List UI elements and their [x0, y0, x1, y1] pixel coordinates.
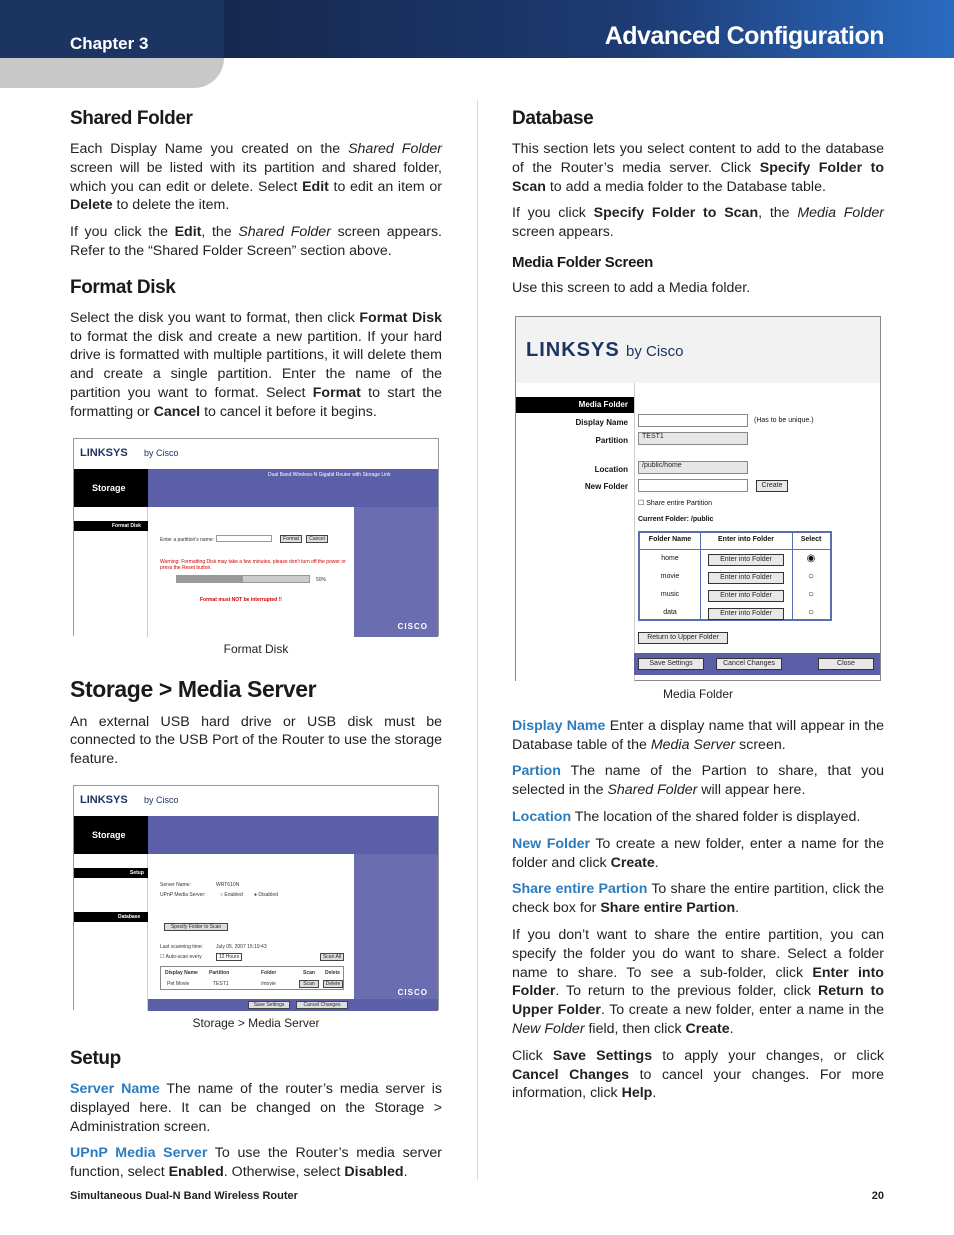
cisco-suffix: by Cisco: [144, 794, 179, 805]
mf-col-enter: Enter into Folder: [718, 535, 774, 543]
partition-name-label: Enter a partition's name:: [160, 536, 215, 543]
shot-sidebar-top: [74, 816, 148, 854]
mf-table-rule: [640, 549, 830, 550]
mf-sidebar: [516, 383, 634, 682]
database-p2: If you click Specify Folder to Scan, the Media Folder screen appears.: [512, 205, 884, 241]
upnp-disabled-radio[interactable]: ● Disabled: [254, 891, 278, 898]
product-name: Dual Band Wireless-N Gigabit Router with Storage Link: [268, 471, 391, 478]
progress-bar-fill: [177, 576, 243, 582]
shared-folder-heading: Shared Folder: [70, 108, 193, 129]
sidebar-database: Database: [118, 913, 141, 920]
new-folder-def: New Folder To create a new folder, enter a name for the folder and click Create.: [512, 835, 884, 871]
row-scan-button[interactable]: Scan: [299, 980, 319, 988]
mf-create-button[interactable]: Create: [756, 480, 788, 492]
cisco-suffix: by Cisco: [626, 342, 684, 360]
row-display-name: Pet Movie: [167, 980, 190, 987]
server-name-def: Server Name The name of the router’s media server is displayed here. It can be changed on the Storage > Administration screen.: [70, 1080, 442, 1135]
column-divider: [477, 100, 478, 1180]
shot-footer-bar: [148, 999, 438, 1011]
progress-percent: 50%: [316, 576, 327, 583]
sidebar-setup: Setup: [130, 869, 144, 876]
sidebar-item-format-disk: Format Disk: [112, 522, 141, 529]
last-scan-label: Last scanning time:: [160, 943, 204, 950]
media-folder-heading: Media Folder Screen: [512, 253, 654, 271]
database-table: [160, 966, 344, 990]
mf-separator: [634, 383, 635, 682]
right-column: [512, 108, 884, 1111]
media-server-screenshot: [73, 785, 439, 1010]
mf-close-button[interactable]: Close: [818, 658, 874, 670]
shot-sidebar: [74, 854, 148, 1011]
cancel-changes-button[interactable]: Cancel Changes: [296, 1001, 348, 1009]
footer-product: Simultaneous Dual-N Band Wireless Router: [70, 1190, 298, 1202]
save-settings-button[interactable]: Save Settings: [248, 1001, 290, 1009]
media-folder-intro: Use this screen to add a Media folder.: [512, 279, 751, 296]
location-def: Location The location of the shared folder is displayed.: [512, 808, 861, 825]
mf-new-folder-label: New Folder: [584, 481, 628, 491]
mf-return-button[interactable]: Return to Upper Folder: [638, 632, 728, 644]
storage-label: Storage: [92, 829, 126, 840]
mf-save-button[interactable]: Save Settings: [638, 658, 704, 670]
mf-cancel-button[interactable]: Cancel Changes: [716, 658, 782, 670]
mf-partition-label: Partition: [595, 435, 628, 445]
mf-location-field: /public/home: [638, 461, 748, 474]
storage-label: Storage: [92, 482, 126, 493]
left-column: [70, 108, 442, 1190]
row-delete-button[interactable]: Delete: [323, 980, 343, 988]
upnp-enabled-radio[interactable]: ○ Enabled: [220, 891, 243, 898]
cisco-logo: CISCO: [397, 621, 428, 631]
mf-partition-field: TEST1: [638, 432, 748, 445]
partition-name-input[interactable]: [216, 535, 272, 542]
cisco-logo: CISCO: [397, 987, 428, 997]
col-delete: Delete: [325, 969, 341, 976]
last-scan-value: July 05, 2007 15:19:43: [216, 943, 267, 950]
mf-row-home: home: [661, 554, 679, 562]
upnp-label: UPnP Media Server:: [160, 891, 206, 898]
format-button[interactable]: Format: [280, 535, 302, 543]
col-scan: Scan: [303, 969, 315, 976]
cancel-button[interactable]: Cancel: [306, 535, 328, 543]
page-title: Advanced Configuration: [604, 22, 884, 50]
shot-nav: [148, 816, 438, 854]
mf-row-movie: movie: [660, 572, 680, 580]
mf-enter-button-music[interactable]: Enter into Folder: [708, 590, 784, 602]
mf-row-data: data: [663, 608, 677, 616]
shot-header: [74, 439, 438, 469]
shot-nav: [148, 469, 438, 507]
shot-content: [148, 854, 354, 1011]
mf-location-label: Location: [594, 464, 628, 474]
progress-bar: [176, 575, 310, 583]
shot-sidebar: [74, 507, 148, 637]
linksys-logo: LINKSYS: [80, 446, 128, 459]
mf-folder-table: [638, 531, 832, 621]
mf-current-folder: Current Folder: /public: [638, 515, 714, 523]
linksys-logo: LINKSYS: [526, 338, 620, 361]
media-server-p1: An external USB hard drive or USB disk must be connected to the USB Port of the Router to use the storage feature.: [70, 713, 442, 768]
setup-heading: Setup: [70, 1047, 121, 1069]
auto-scan-checkbox[interactable]: ☐ Auto-scan every: [160, 953, 202, 960]
page-number: 20: [871, 1190, 884, 1202]
mf-col-folder: Folder Name: [648, 535, 692, 543]
server-name-value: WRT610N: [216, 881, 240, 888]
display-name-def: Display Name Enter a display name that will appear in the Database table of the Media Server screen.: [512, 717, 884, 753]
row-folder: /movie: [261, 980, 276, 987]
media-folder-screenshot: [515, 316, 881, 681]
row-partition: TEST1: [213, 980, 229, 987]
shot-header: [516, 317, 880, 383]
mf-sidebar-title: Media Folder: [578, 399, 628, 409]
mf-select-radio-movie[interactable]: ○: [807, 570, 815, 582]
shot-help-panel: [354, 854, 438, 999]
upnp-def: UPnP Media Server To use the Router’s media server function, select Enabled. Otherwise, select Disabled.: [70, 1145, 442, 1181]
database-heading: Database: [512, 108, 594, 129]
mf-enter-button-home[interactable]: Enter into Folder: [708, 554, 784, 566]
specify-folder-button[interactable]: Specify Folder to Scan: [164, 923, 228, 931]
page-header: [0, 0, 954, 88]
mf-share-checkbox[interactable]: ☐ Share entire Partition: [638, 499, 712, 507]
scan-all-button[interactable]: Scan All: [320, 953, 344, 961]
format-disk-screenshot: [73, 438, 439, 636]
media-server-caption: Storage > Media Server: [192, 1015, 320, 1030]
mf-enter-button-data[interactable]: Enter into Folder: [708, 608, 784, 620]
chapter-label: Chapter 3: [70, 34, 149, 53]
cisco-suffix: by Cisco: [144, 447, 179, 458]
mf-select-radio-music[interactable]: ○: [807, 588, 815, 600]
server-name-label: Server Name:: [160, 881, 191, 888]
partition-def: Partion The name of the Partion to share, that you selected in the Shared Folder will appear here.: [512, 763, 884, 799]
mf-display-name-input[interactable]: [638, 414, 748, 427]
shot-sidebar-top: [74, 469, 148, 507]
media-server-heading: Storage > Media Server: [70, 675, 317, 702]
format-notice: Format must NOT be interrupted !!: [200, 596, 282, 603]
mf-select-radio-data[interactable]: ○: [807, 606, 815, 618]
shot-header: [74, 786, 438, 816]
shot-help-panel: [354, 507, 438, 637]
mf-row-music: music: [660, 590, 680, 598]
format-disk-p1: Select the disk you want to format, then click Format Disk to format the disk and create a new partition. If your hard drive is formatted with multiple partitions, it will delete them and create a single partition. Enter the name of the partition you want to format. Select Format to start the formatting or Cancel to cancel it before it begins.: [70, 309, 442, 420]
media-folder-caption: Media Folder: [662, 686, 734, 701]
linksys-logo: LINKSYS: [80, 793, 128, 806]
col-partition: Partition: [209, 969, 230, 976]
mf-table-vrule-1: [700, 533, 701, 619]
col-folder: Folder: [261, 969, 277, 976]
shared-folder-p1: Each Display Name you created on the Shared Folder screen will be listed with its partition and shared folder, which you can edit or delete. Select Edit to edit an item or Delete to delete the item.: [70, 141, 442, 214]
share-def: Share entire Partion To share the entire partition, click the check box for Share entire Partion.: [512, 881, 885, 917]
mf-select-radio-home[interactable]: ◉: [806, 552, 816, 564]
auto-scan-select[interactable]: 12 Hours: [216, 953, 242, 961]
database-p1: This section lets you select content to add to the database of the Router’s media server. Click Specify Folder to Scan to add a media folder to the Database table.: [512, 141, 885, 195]
shot-content: [148, 507, 354, 637]
format-disk-heading: Format Disk: [70, 276, 176, 298]
mf-enter-button-movie[interactable]: Enter into Folder: [708, 572, 784, 584]
format-disk-caption: Format Disk: [223, 641, 289, 656]
mf-footer-bar: [634, 653, 880, 675]
mf-col-select: Select: [800, 535, 822, 543]
save-para: Click Save Settings to apply your changes, or click Cancel Changes to cancel your changes. For more information, click Help.: [512, 1047, 885, 1102]
format-warning: Warning: Formatting Disk may take a few minutes, please don't turn off the power or press the Reset button.: [160, 558, 346, 571]
title-bar: [224, 0, 954, 58]
folder-para: If you don’t want to share the entire partition, you can specify the folder you do want to share. Select a folder name to share. To see a sub-folder, click Enter into Folder. To return to the previous folder, click Return to Upper Folder. To create a new folder, enter a name in the New Folder field, then click Create.: [512, 926, 884, 1037]
chapter-label-box: [0, 0, 224, 58]
mf-display-name-hint: (Has to be unique.): [754, 416, 814, 424]
col-display-name: Display Name: [165, 969, 198, 976]
mf-new-folder-input[interactable]: [638, 479, 748, 492]
shared-folder-p2: If you click the Edit, the Shared Folder screen appears. Refer to the “Shared Folder Screen” section above.: [70, 224, 442, 259]
mf-display-name-label: Display Name: [575, 417, 628, 427]
